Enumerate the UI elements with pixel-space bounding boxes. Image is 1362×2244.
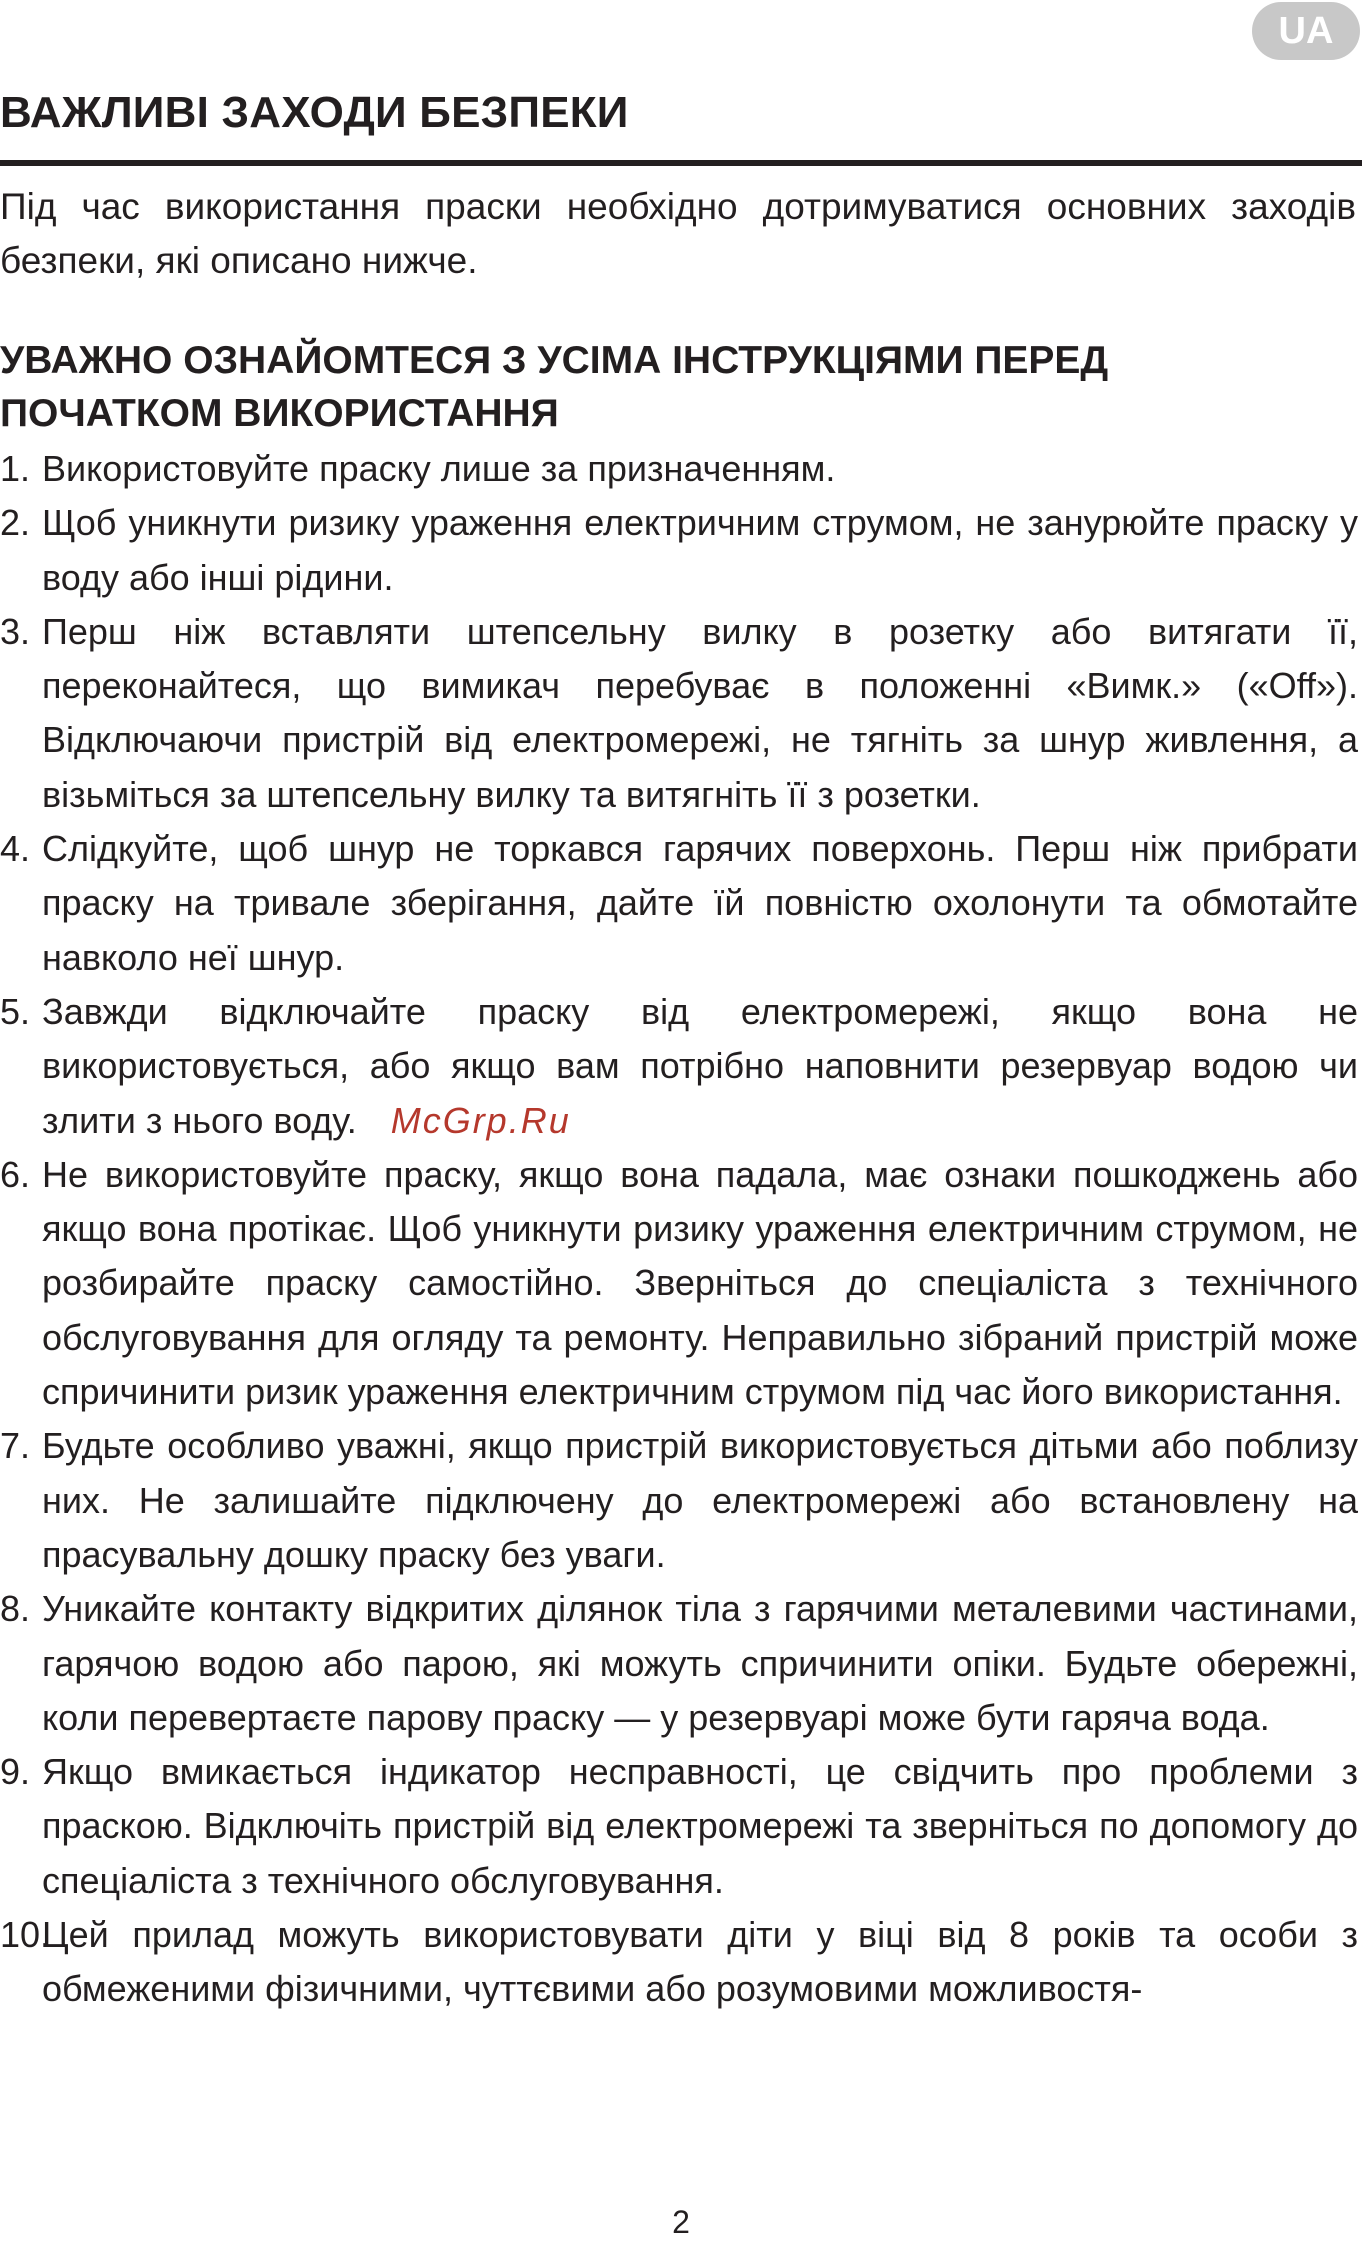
item-number: 10.	[0, 1914, 51, 1956]
item-text: Якщо вмикається індикатор несправності, це свідчить про проблеми з праскою. Відключіть пристрій від електромережі та зверніться по допомогу до спеціаліста з технічного обслуговування.	[42, 1751, 1358, 1901]
language-badge: UA	[1252, 2, 1360, 60]
list-item	[0, 1582, 1358, 1745]
page-title: ВАЖЛИВІ ЗАХОДИ БЕЗПЕКИ	[0, 88, 629, 137]
item-number: 6.	[0, 1153, 31, 1195]
list-item	[0, 1745, 1358, 1908]
list-item	[0, 822, 1358, 985]
item-number: 8.	[0, 1588, 31, 1630]
list-item	[0, 605, 1358, 822]
title-underline	[0, 160, 1362, 166]
item-number: 9.	[0, 1751, 31, 1793]
item-text: Використовуйте праску лише за призначенням.	[42, 448, 836, 489]
item-text: Не використовуйте праску, якщо вона падала, має ознаки пошкоджень або якщо вона протікає. Щоб уникнути ризику ураження електричним струмом, не розбирайте праску самостійно. Зверніться до спеціаліста з технічного обслуговування для огляду та ремонту. Неправильно зібраний пристрій може спричинити ризик ураження електричним струмом під час його використання.	[42, 1153, 1358, 1413]
item-number: 4.	[0, 828, 31, 870]
intro-paragraph: Під час використання праски необхідно дотримуватися основних заходів безпеки, які описано нижче.	[0, 186, 1356, 281]
section-heading: УВАЖНО ОЗНАЙОМТЕСЯ З УСІМА ІНСТРУКЦІЯМИ ПЕРЕД ПОЧАТКОМ ВИКОРИСТАННЯ	[0, 339, 1109, 435]
item-text: Перш ніж вставляти штепсельну вилку в розетку або витягати її, переконайтеся, що вимикач перебуває в положенні «Вимк.» («Off»). Відключаючи пристрій від електромережі, не тягніть за шнур живлення, а візьміться за штепсельну вилку та витягніть її з розетки.	[42, 610, 1358, 815]
list-item	[0, 1419, 1358, 1582]
page-number: 2	[672, 2204, 690, 2240]
item-text: Будьте особливо уважні, якщо пристрій використовується дітьми або поблизу них. Не залишайте підключену до електромережі або встановлену на прасувальну дошку праску без уваги.	[42, 1425, 1358, 1575]
list-item	[0, 442, 1358, 496]
item-number: 5.	[0, 990, 31, 1032]
list-item	[0, 1148, 1358, 1419]
list-item	[0, 985, 1358, 1148]
item-number: 3.	[0, 610, 31, 652]
safety-instructions-list	[0, 442, 1358, 2017]
item-text: Уникайте контакту відкритих ділянок тіла з гарячими металевими частинами, гарячою водою або парою, які можуть спричинити опіки. Будьте обережні, коли перевертаєте парову праску — у резервуарі може бути гаряча вода.	[42, 1588, 1358, 1738]
watermark: McGrp.Ru	[390, 1099, 571, 1141]
item-text: Завжди відключайте праску від електромережі, якщо вона не використовується, або якщо вам потрібно наповнити резервуар водою чи злити з нього воду.	[42, 990, 1358, 1141]
item-number: 2.	[0, 502, 31, 544]
list-item	[0, 1908, 1358, 2017]
item-number: 1.	[0, 448, 31, 489]
item-text: Цей прилад можуть використовувати діти у віці від 8 років та особи з обмеженими фізичними, чуттєвими або розумовими можливостя-	[42, 1914, 1358, 2010]
list-item	[0, 496, 1358, 605]
item-text: Слідкуйте, щоб шнур не торкався гарячих поверхонь. Перш ніж прибрати праску на тривале зберігання, дайте їй повністю охолонути та обмотайте навколо неї шнур.	[42, 828, 1358, 978]
item-number: 7.	[0, 1425, 31, 1467]
item-text: Щоб уникнути ризику ураження електричним струмом, не занурюйте праску у воду або інші рідини.	[42, 502, 1358, 598]
